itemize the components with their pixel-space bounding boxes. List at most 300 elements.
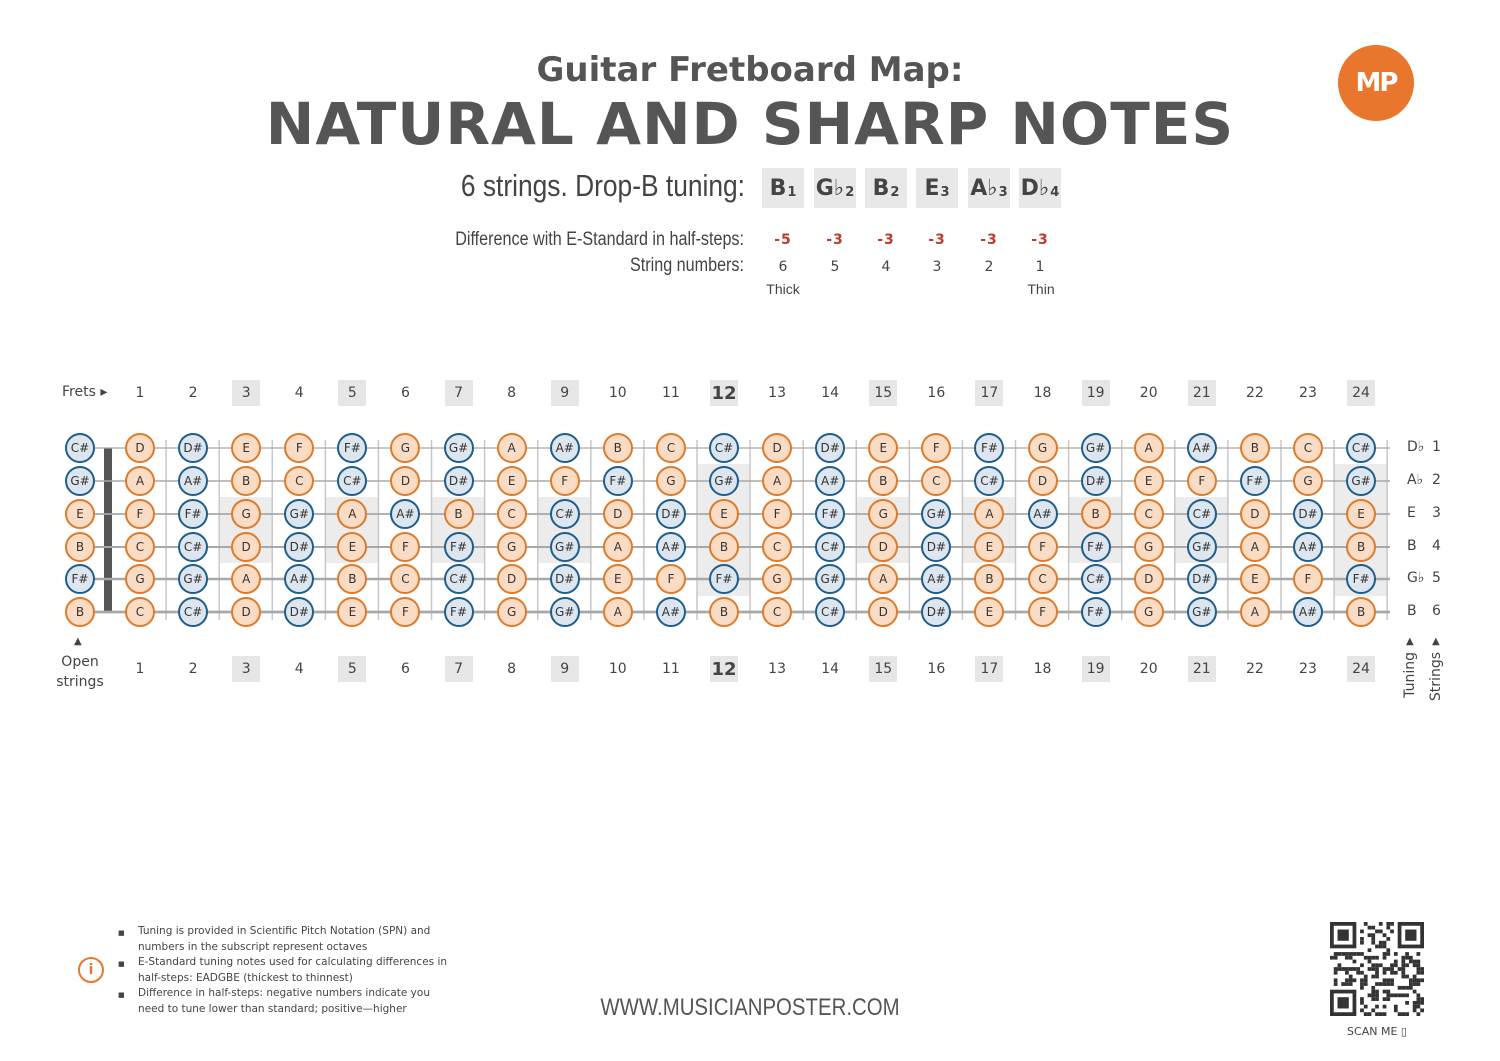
note-marker: C# xyxy=(815,532,845,562)
qr-module xyxy=(1356,971,1360,975)
qr-module xyxy=(1413,982,1417,986)
frets-label: Frets ▸ xyxy=(62,384,108,400)
qr-module xyxy=(1416,960,1420,964)
note-marker: B xyxy=(444,499,474,529)
half-step-diff: -3 xyxy=(980,232,998,248)
fret-number: 9 xyxy=(551,380,579,406)
note-marker: E xyxy=(497,466,527,496)
note-marker: C# xyxy=(337,466,367,496)
note-marker: F xyxy=(284,433,314,463)
string-number: 4 xyxy=(881,259,891,275)
string-number: 2 xyxy=(984,259,994,275)
website-link[interactable]: WWW.MUSICIANPOSTER.COM xyxy=(600,994,900,1021)
qr-module xyxy=(1401,975,1405,979)
note-marker: A xyxy=(1240,597,1270,627)
qr-module xyxy=(1364,978,1368,982)
qr-module xyxy=(1360,1001,1364,1005)
fret-number: 21 xyxy=(1188,656,1216,682)
note-marker: G# xyxy=(284,499,314,529)
fret-number: 8 xyxy=(507,661,517,677)
note-marker: F# xyxy=(337,433,367,463)
qr-module xyxy=(1371,993,1375,997)
note-marker: A xyxy=(762,466,792,496)
qr-module xyxy=(1390,978,1394,982)
qr-module xyxy=(1401,986,1405,990)
string-number: 6 xyxy=(778,259,788,275)
note-marker: D# xyxy=(921,597,951,627)
note-marker: B xyxy=(709,532,739,562)
tuning-col-label: Tuning xyxy=(1402,652,1418,698)
fret-number: 2 xyxy=(188,385,198,401)
qr-module xyxy=(1416,997,1420,1001)
half-step-diff: -3 xyxy=(877,232,895,248)
qr-module xyxy=(1416,967,1420,971)
fret-number: 20 xyxy=(1139,661,1158,677)
note-marker: E xyxy=(974,532,1004,562)
note-marker: E xyxy=(868,433,898,463)
qr-module xyxy=(1405,956,1409,960)
footnote: ■ Tuning is provided in Scientific Pitch Notation (SPN) and numbers in the subscript represent octaves xyxy=(138,924,458,955)
qr-module xyxy=(1386,922,1390,926)
qr-module xyxy=(1375,997,1379,1001)
qr-module xyxy=(1413,1008,1417,1012)
qr-module xyxy=(1375,975,1379,979)
right-string-number: 2 xyxy=(1432,472,1441,488)
note-marker: B xyxy=(868,466,898,496)
note-marker: C# xyxy=(1346,433,1376,463)
qr-module xyxy=(1398,1012,1402,1016)
fret-number: 10 xyxy=(608,661,627,677)
note-marker: C xyxy=(125,597,155,627)
thick-label: Thick xyxy=(766,281,800,297)
qr-module xyxy=(1349,956,1353,960)
note-marker: B xyxy=(231,466,261,496)
note-marker: C# xyxy=(444,564,474,594)
fret-number: 19 xyxy=(1082,656,1110,682)
note-marker: A# xyxy=(656,597,686,627)
fret-number: 18 xyxy=(1033,385,1052,401)
note-marker: E xyxy=(337,532,367,562)
qr-module xyxy=(1413,1001,1417,1005)
qr-module xyxy=(1390,967,1394,971)
qr-module xyxy=(1413,978,1417,982)
note-marker: D xyxy=(1028,466,1058,496)
qr-module xyxy=(1334,978,1338,982)
qr-module xyxy=(1394,1008,1398,1012)
note-marker: F xyxy=(656,564,686,594)
note-marker: A# xyxy=(1187,433,1217,463)
qr-module xyxy=(1330,956,1334,960)
qr-module xyxy=(1416,978,1420,982)
note-marker: C xyxy=(1028,564,1058,594)
note-marker: G xyxy=(1134,532,1164,562)
open-strings-label: Open strings xyxy=(56,654,104,690)
qr-module xyxy=(1394,952,1398,956)
qr-module xyxy=(1413,1005,1417,1009)
note-marker: E xyxy=(65,499,95,529)
qr-module xyxy=(1409,956,1413,960)
nut xyxy=(104,448,112,612)
note-marker: C# xyxy=(1081,564,1111,594)
note-marker: A# xyxy=(550,433,580,463)
fret-number: 19 xyxy=(1082,380,1110,406)
qr-module xyxy=(1405,1001,1409,1005)
qr-module xyxy=(1375,945,1379,949)
note-marker: F# xyxy=(603,466,633,496)
string-number: 5 xyxy=(830,259,840,275)
note-marker: E xyxy=(974,597,1004,627)
qr-module xyxy=(1371,997,1375,1001)
qr-module xyxy=(1383,990,1387,994)
note-marker: A# xyxy=(815,466,845,496)
qr-module xyxy=(1356,967,1360,971)
footnote: ■ E-Standard tuning notes used for calculating differences in half-steps: EADGBE (thickest to thinnest) xyxy=(138,955,458,986)
qr-module xyxy=(1409,960,1413,964)
qr-module xyxy=(1401,956,1405,960)
note-marker: D# xyxy=(1187,564,1217,594)
qr-module xyxy=(1364,922,1368,926)
qr-module xyxy=(1413,975,1417,979)
fret-number: 7 xyxy=(445,380,473,406)
qr-module xyxy=(1394,963,1398,967)
fret-number: 5 xyxy=(338,656,366,682)
fret-number: 5 xyxy=(338,380,366,406)
fret-number: 22 xyxy=(1245,385,1264,401)
note-marker: G# xyxy=(815,564,845,594)
qr-module xyxy=(1338,930,1349,941)
qr-module xyxy=(1375,967,1379,971)
qr-module xyxy=(1416,963,1420,967)
qr-module xyxy=(1405,930,1416,941)
qr-module xyxy=(1338,963,1342,967)
fret-number: 12 xyxy=(710,656,738,682)
note-marker: F xyxy=(1028,597,1058,627)
tuning-note-name: G♭ xyxy=(815,175,845,201)
tuning-note-octave: 3 xyxy=(998,184,1008,200)
qr-module xyxy=(1386,990,1390,994)
fret-number: 17 xyxy=(975,656,1003,682)
qr-module xyxy=(1349,978,1353,982)
note-marker: D xyxy=(231,597,261,627)
qr-module xyxy=(1383,971,1387,975)
qr-module xyxy=(1334,952,1338,956)
qr-module xyxy=(1416,1012,1420,1016)
fret-number: 21 xyxy=(1188,380,1216,406)
tuning-arrow-icon: ▲ xyxy=(1406,636,1414,647)
note-marker: D# xyxy=(550,564,580,594)
note-marker: A xyxy=(1240,532,1270,562)
tuning-note-octave: 3 xyxy=(940,184,950,200)
note-marker: D# xyxy=(921,532,951,562)
note-marker: C# xyxy=(550,499,580,529)
note-marker: E xyxy=(337,597,367,627)
thin-label: Thin xyxy=(1027,281,1055,297)
note-marker: C# xyxy=(1187,499,1217,529)
qr-module xyxy=(1345,971,1349,975)
note-marker: F# xyxy=(178,499,208,529)
qr-module xyxy=(1413,963,1417,967)
note-marker: F# xyxy=(444,597,474,627)
fret-number: 13 xyxy=(768,385,786,401)
fret-number: 14 xyxy=(821,661,840,677)
fret-number: 18 xyxy=(1033,661,1052,677)
note-marker: A xyxy=(125,466,155,496)
qr-module xyxy=(1375,1005,1379,1009)
qr-module xyxy=(1420,997,1424,1001)
qr-module xyxy=(1386,926,1390,930)
qr-module xyxy=(1416,1001,1420,1005)
fret-number: 12 xyxy=(710,380,738,406)
note-marker: D# xyxy=(284,597,314,627)
note-marker: E xyxy=(231,433,261,463)
note-marker: A# xyxy=(1293,532,1323,562)
title-small: Guitar Fretboard Map: xyxy=(536,50,964,90)
note-marker: D# xyxy=(444,466,474,496)
fret-number: 20 xyxy=(1139,385,1158,401)
qr-module xyxy=(1368,1012,1372,1016)
note-marker: C# xyxy=(709,433,739,463)
note-marker: B xyxy=(1240,433,1270,463)
right-string-number: 6 xyxy=(1432,603,1441,619)
qr-module xyxy=(1416,971,1420,975)
note-marker: G xyxy=(390,433,420,463)
qr-module xyxy=(1368,993,1372,997)
fret-number: 22 xyxy=(1245,661,1264,677)
qr-module xyxy=(1364,1005,1368,1009)
note-marker: D# xyxy=(284,532,314,562)
string-number: 3 xyxy=(932,259,942,275)
qr-module xyxy=(1341,952,1345,956)
note-marker: A# xyxy=(1028,499,1058,529)
footnote: ■ Difference in half-steps: negative numbers indicate you need to tune lower than standard; positive—higher xyxy=(138,986,458,1017)
qr-module xyxy=(1360,986,1364,990)
qr-module xyxy=(1360,952,1364,956)
note-marker: C xyxy=(656,433,686,463)
note-marker: G xyxy=(125,564,155,594)
note-marker: F xyxy=(1293,564,1323,594)
right-string-number: 5 xyxy=(1432,570,1441,586)
fret-number: 8 xyxy=(507,385,517,401)
open-strings-arrow-icon: ▲ xyxy=(74,636,82,647)
fret-number: 3 xyxy=(232,380,260,406)
note-marker: D# xyxy=(815,433,845,463)
note-marker: A# xyxy=(178,466,208,496)
qr-module xyxy=(1375,930,1379,934)
fret-number: 3 xyxy=(232,656,260,682)
half-step-diff: -3 xyxy=(1031,232,1049,248)
scan-me-label: SCAN ME ▯ xyxy=(1347,1025,1407,1038)
note-marker: G# xyxy=(444,433,474,463)
qr-module xyxy=(1383,978,1387,982)
right-string-number: 1 xyxy=(1432,439,1441,455)
qr-module xyxy=(1360,963,1364,967)
qr-module xyxy=(1368,956,1372,960)
note-marker: F# xyxy=(1081,532,1111,562)
qr-module xyxy=(1341,982,1345,986)
qr-module xyxy=(1383,997,1387,1001)
qr-module xyxy=(1368,948,1372,952)
tuning-note-name: A♭ xyxy=(970,175,998,201)
qr-module xyxy=(1375,963,1379,967)
qr-module xyxy=(1394,993,1398,997)
note-marker: C xyxy=(390,564,420,594)
tuning-note-name: D♭ xyxy=(1020,175,1050,201)
note-marker: A xyxy=(868,564,898,594)
info-icon: i xyxy=(78,957,104,983)
qr-module xyxy=(1413,960,1417,964)
note-marker: D# xyxy=(1081,466,1111,496)
note-marker: G# xyxy=(1346,466,1376,496)
qr-module xyxy=(1356,952,1360,956)
qr-module xyxy=(1345,956,1349,960)
strings-col-label: Strings xyxy=(1428,652,1444,702)
qr-module xyxy=(1398,967,1402,971)
note-marker: A# xyxy=(284,564,314,594)
note-marker: D# xyxy=(656,499,686,529)
tuning-note-name: B xyxy=(872,175,890,201)
note-marker: F xyxy=(390,532,420,562)
qr-module xyxy=(1360,1008,1364,1012)
fret-number: 16 xyxy=(927,661,946,677)
note-marker: D xyxy=(868,532,898,562)
qr-module xyxy=(1401,963,1405,967)
qr-module xyxy=(1401,1012,1405,1016)
strings-arrow-icon: ▲ xyxy=(1432,636,1440,647)
note-marker: F xyxy=(921,433,951,463)
note-marker: B xyxy=(65,597,95,627)
page-title: NATURAL AND SHARP NOTES xyxy=(265,90,1235,158)
note-marker: C# xyxy=(815,597,845,627)
qr-module xyxy=(1416,993,1420,997)
string-number: 1 xyxy=(1035,259,1045,275)
tuning-note-octave: 4 xyxy=(1050,184,1060,200)
note-marker: A xyxy=(231,564,261,594)
qr-module xyxy=(1349,967,1353,971)
qr-module xyxy=(1345,952,1349,956)
note-marker: F xyxy=(762,499,792,529)
qr-module xyxy=(1368,960,1372,964)
note-marker: D xyxy=(1240,499,1270,529)
right-tuning-label: D♭ xyxy=(1407,439,1425,455)
qr-module xyxy=(1390,963,1394,967)
note-marker: G xyxy=(1293,466,1323,496)
note-marker: F xyxy=(1028,532,1058,562)
note-marker: A xyxy=(603,532,633,562)
note-marker: F xyxy=(390,597,420,627)
half-step-diff: -5 xyxy=(774,232,792,248)
half-step-diff: -3 xyxy=(928,232,946,248)
right-tuning-label: A♭ xyxy=(1407,472,1424,488)
qr-module xyxy=(1371,937,1375,941)
qr-module xyxy=(1364,975,1368,979)
fret-number: 15 xyxy=(869,380,897,406)
qr-module xyxy=(1416,1005,1420,1009)
qr-module xyxy=(1420,971,1424,975)
note-marker: D xyxy=(603,499,633,529)
qr-module xyxy=(1364,956,1368,960)
qr-module xyxy=(1379,941,1383,945)
fret-number: 6 xyxy=(400,661,410,677)
note-marker: B xyxy=(337,564,367,594)
qr-module xyxy=(1379,963,1383,967)
qr-module xyxy=(1360,982,1364,986)
note-marker: F# xyxy=(65,564,95,594)
note-marker: D xyxy=(497,564,527,594)
note-marker: D# xyxy=(178,433,208,463)
note-marker: G# xyxy=(65,466,95,496)
note-marker: C xyxy=(125,532,155,562)
fret-number: 10 xyxy=(608,385,627,401)
note-marker: F# xyxy=(815,499,845,529)
note-marker: D xyxy=(762,433,792,463)
qr-module xyxy=(1379,945,1383,949)
qr-module xyxy=(1405,963,1409,967)
fret-number: 17 xyxy=(975,380,1003,406)
note-marker: A xyxy=(974,499,1004,529)
note-marker: G xyxy=(868,499,898,529)
note-marker: C# xyxy=(65,433,95,463)
qr-module xyxy=(1383,1012,1387,1016)
fret-number: 1 xyxy=(135,661,145,677)
qr-module xyxy=(1375,982,1379,986)
qr-module xyxy=(1383,952,1387,956)
note-marker: A# xyxy=(1293,597,1323,627)
qr-module xyxy=(1349,952,1353,956)
note-marker: G# xyxy=(178,564,208,594)
note-marker: G# xyxy=(1187,532,1217,562)
note-marker: D# xyxy=(1293,499,1323,529)
qr-module xyxy=(1420,1008,1424,1012)
note-marker: E xyxy=(1346,499,1376,529)
qr-module xyxy=(1368,926,1372,930)
note-marker: C# xyxy=(178,597,208,627)
tuning-note-octave: 2 xyxy=(890,184,900,200)
qr-module xyxy=(1383,956,1387,960)
note-marker: G xyxy=(656,466,686,496)
diff-label: Difference with E-Standard in half-steps: xyxy=(455,229,744,250)
qr-module xyxy=(1345,982,1349,986)
fret-number: 4 xyxy=(294,385,304,401)
note-marker: F# xyxy=(974,433,1004,463)
note-marker: A xyxy=(1134,433,1164,463)
fret-number: 7 xyxy=(445,656,473,682)
qr-module xyxy=(1383,1005,1387,1009)
string-numbers-label: String numbers: xyxy=(629,255,744,276)
qr-code[interactable] xyxy=(1330,922,1424,1016)
qr-module xyxy=(1375,993,1379,997)
tuning-note-octave: 2 xyxy=(845,184,855,200)
qr-module xyxy=(1394,971,1398,975)
qr-module xyxy=(1401,993,1405,997)
qr-module xyxy=(1390,993,1394,997)
qr-module xyxy=(1390,922,1394,926)
note-marker: C# xyxy=(974,466,1004,496)
qr-module xyxy=(1353,952,1357,956)
qr-module xyxy=(1349,982,1353,986)
qr-module xyxy=(1338,967,1342,971)
qr-module xyxy=(1386,982,1390,986)
qr-module xyxy=(1364,1012,1368,1016)
qr-module xyxy=(1405,993,1409,997)
qr-module xyxy=(1371,1008,1375,1012)
qr-module xyxy=(1371,941,1375,945)
note-marker: F# xyxy=(709,564,739,594)
qr-module xyxy=(1420,978,1424,982)
qr-module xyxy=(1390,930,1394,934)
qr-module xyxy=(1386,978,1390,982)
qr-module xyxy=(1368,933,1372,937)
qr-module xyxy=(1360,971,1364,975)
